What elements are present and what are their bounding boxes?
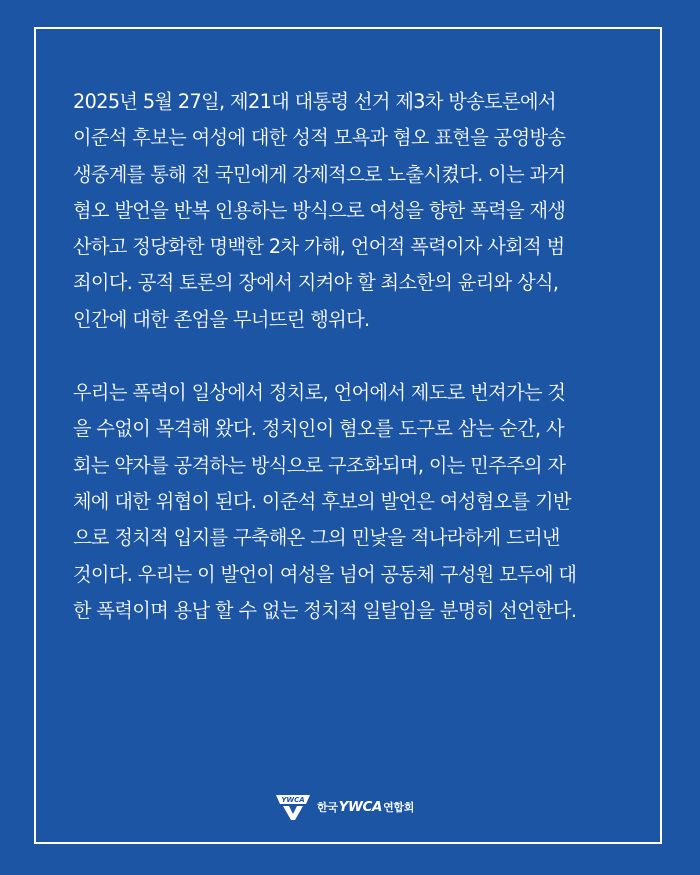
- org-name-suffix: 연합회: [383, 801, 415, 814]
- ywca-w-mark-icon: [275, 793, 311, 821]
- text-line: 이준석 후보는 여성에 대한 성적 모욕과 혐오 표현을 공영방송: [73, 126, 566, 150]
- text-line: 죄이다. 공적 토론의 장에서 지켜야 할 최소한의 윤리와 상식,: [73, 271, 559, 295]
- statement-paragraph-2: [73, 375, 643, 629]
- text-line: 으로 정치적 입지를 구축해온 그의 민낯을 적나라하게 드러낸: [73, 526, 560, 550]
- org-name-prefix: 한국: [317, 801, 338, 814]
- logo-mark-text: YWCA: [281, 796, 305, 805]
- statement-paragraph-1: [73, 84, 643, 338]
- text-line: 2025년 5월 27일, 제21대 대통령 선거 제3차 방송토론에서: [73, 90, 556, 113]
- statement-body: [73, 84, 643, 629]
- text-line: 혐오 발언을 반복 인용하는 방식으로 여성을 향한 폭력을 재생: [73, 198, 566, 222]
- text-line: 회는 약자를 공격하는 방식으로 구조화되며, 이는 민주주의 자: [73, 453, 566, 477]
- text-line: 것이다. 우리는 이 발언이 여성을 넘어 공동체 구성원 모두에 대: [73, 562, 577, 586]
- text-line: 체에 대한 위협이 된다. 이준석 후보의 발언은 여성혐오를 기반: [73, 489, 571, 513]
- text-line: 우리는 폭력이 일상에서 정치로, 언어에서 제도로 번져가는 것: [73, 381, 566, 405]
- text-line: 한 폭력이며 용납 할 수 없는 정치적 일탈임을 분명히 선언한다.: [73, 598, 577, 622]
- org-name: [317, 799, 414, 815]
- text-line: 생중계를 통해 전 국민에게 강제적으로 노출시켰다. 이는 과거: [73, 162, 566, 186]
- text-line: 산하고 정당화한 명백한 2차 가해, 언어적 폭력이자 사회적 범: [73, 235, 565, 259]
- text-line: 인간에 대한 존엄을 무너뜨린 행위다.: [73, 307, 370, 331]
- text-line: 을 수없이 목격해 왔다. 정치인이 혐오를 도구로 삼는 순간, 사: [73, 417, 564, 441]
- org-logo: [275, 793, 414, 821]
- org-name-brand: YWCA: [338, 799, 383, 815]
